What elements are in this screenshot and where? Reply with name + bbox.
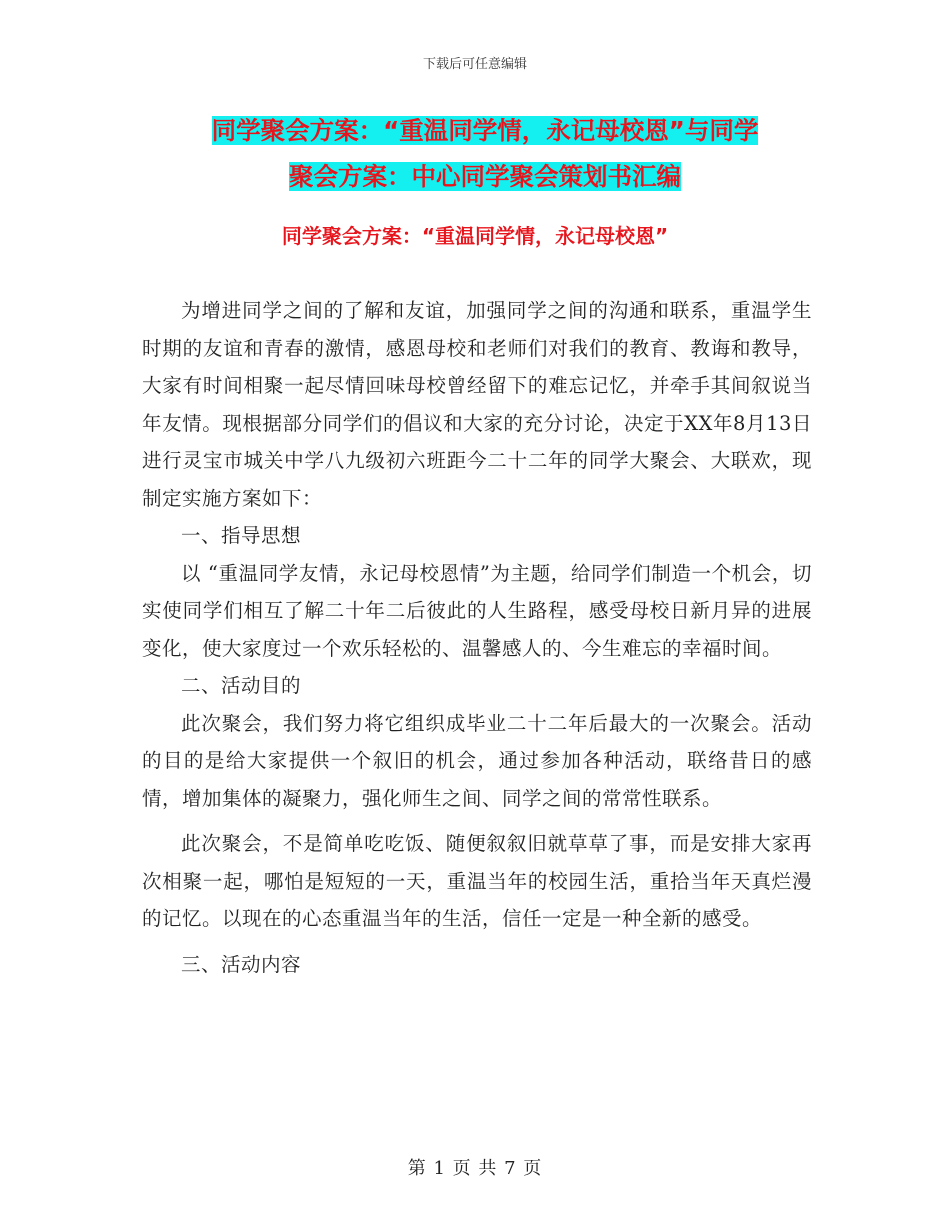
header-note: 下载后可任意编辑 [422, 57, 527, 72]
section-title: 同学聚会方案：“重温同学情，永记母校恩” [281, 224, 669, 248]
paragraph-activity-arrangement: 此次聚会，不是简单吃吃饭、随便叙叙旧就草草了事，而是安排大家再次相聚一起，哪怕是短短的一天，重温当年的校园生活，重拾当年天真烂漫的记忆。以现在的心态重温当年的生活，信任一定是一种全新的感受。 [142, 832, 812, 930]
heading-activity-purpose: 二、活动目的 [181, 674, 302, 697]
paragraph-activity-purpose: 此次聚会，我们努力将它组织成毕业二十二年后最大的一次聚会。活动的目的是给大家提供一个叙旧的机会，通过参加各种活动，联络昔日的感情，增加集体的凝聚力，强化师生之间、同学之间的常常性联系。 [142, 711, 812, 810]
document-title-line-1: 同学聚会方案：“重温同学情，永记母校恩”与同学 [211, 116, 759, 145]
document-title [150, 108, 820, 200]
page-number-footer: 第 1 页 共 7 页 [407, 1158, 543, 1179]
document-body [142, 292, 812, 983]
heading-guiding-ideology: 一、指导思想 [181, 524, 302, 547]
heading-activity-content: 三、活动内容 [181, 952, 302, 976]
paragraph-intro: 为增进同学之间的了解和友谊，加强同学之间的沟通和联系，重温学生时期的友谊和青春的激情，感恩母校和老师们对我们的教育、教诲和教导，大家有时间相聚一起尽情回味母校曾经留下的难忘记忆，并牵手其间叙说当年友情。现根据部分同学们的倡议和大家的充分讨论，决定于XX年8月13日进行灵宝市城关中学八九级初六班距今二十二年的同学大聚会、大联欢，现制定实施方案如下： [142, 299, 812, 510]
document-title-line-2: 聚会方案：中心同学聚会策划书汇编 [289, 162, 681, 191]
paragraph-guiding-ideology: 以 “重温同学友情，永记母校恩情”为主题，给同学们制造一个机会，切实使同学们相互了解二十年二后彼此的人生路程，感受母校日新月异的进展变化，使大家度过一个欢乐轻松的、温馨感人的、今生难忘的幸福时间。 [142, 561, 812, 660]
